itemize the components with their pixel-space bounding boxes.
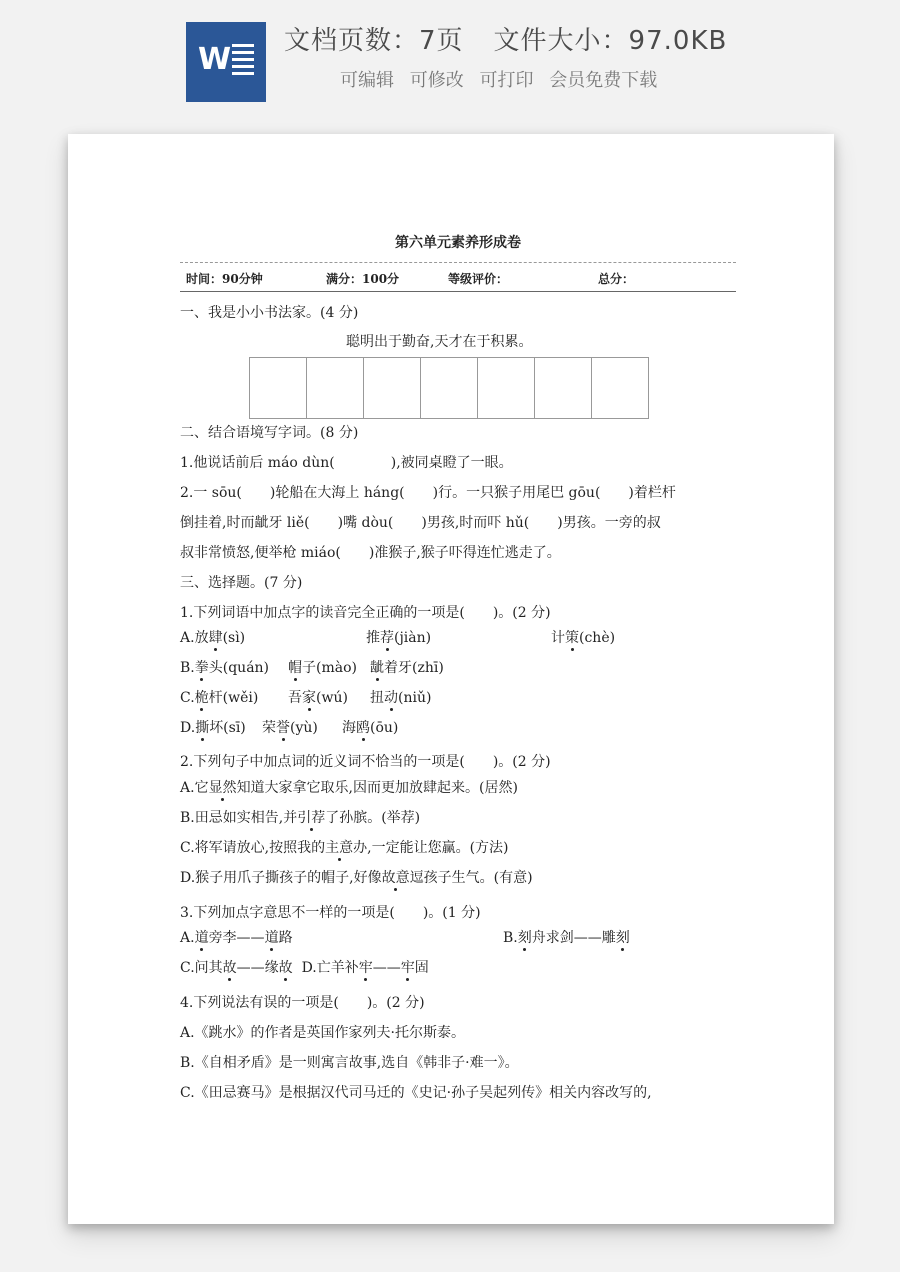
s2-q2-text: 叔非常愤怒,便举枪 miáo(: [180, 545, 341, 561]
s2-q2-text: )男孩。一旁的叔: [557, 515, 661, 531]
calligraphy-sentence: 聪明出于勤奋,天才在于积累。: [346, 334, 533, 350]
feature-printable: 可打印: [479, 70, 534, 91]
s2-q1: [180, 454, 513, 472]
s3-q3-option-c: C.问其故——缘故: [180, 960, 293, 976]
section-1-heading: 一、我是小小书法家。(4 分): [180, 305, 359, 321]
document-page: [68, 134, 834, 1224]
s2-q2-line2: [180, 514, 661, 532]
file-size: 文件大小：97.0KB: [493, 26, 728, 56]
meta-divider-bottom: [180, 291, 736, 292]
s3-q3-option-b: B.刻舟求剑——雕刻: [503, 930, 630, 946]
s2-q2-text: 倒挂着,时而龇牙 liě(: [180, 515, 310, 531]
meta-divider-top: [180, 262, 736, 263]
option-word: 帽子(mào): [288, 660, 357, 676]
option-word: D.撕坏(sī): [180, 720, 246, 736]
download-banner: [0, 0, 900, 120]
s2-q2-text: )男孩,时而吓 hǔ(: [421, 515, 530, 531]
word-document-icon: [186, 22, 266, 102]
s2-q2-text: )行。一只猴子用尾巴 gōu(: [432, 485, 601, 501]
word-icon-letter: W: [198, 42, 232, 77]
page-count: 文档页数：7页: [284, 26, 464, 56]
option-word: C.桅杆(wěi): [180, 690, 259, 706]
s3-q2-option-a: A.它显然知道大家拿它取乐,因而更加放肆起来。(居然): [180, 780, 518, 796]
s3-q4-option-b: B.《自相矛盾》是一则寓言故事,选自《韩非子·难一》。: [180, 1055, 519, 1071]
s3-q3-row-2: [180, 959, 429, 977]
option-word: 龇着牙(zhī): [370, 660, 444, 676]
meta-grade: 等级评价：: [448, 272, 509, 286]
feature-modifiable: 可修改: [409, 70, 464, 91]
s3-q3-option-a: A.道旁李——道路: [180, 930, 293, 946]
grid-cell[interactable]: [250, 358, 307, 418]
s3-q2-option-d: D.猴子用爪子撕孩子的帽子,好像故意逗孩子生气。(有意): [180, 870, 533, 886]
grid-cell[interactable]: [592, 358, 649, 418]
s3-q4-option-c: C.《田忌赛马》是根据汉代司马迁的《史记·孙子吴起列传》相关内容改写的,: [180, 1085, 652, 1101]
s2-q2-text: )着栏杆: [628, 485, 676, 501]
s2-q2-text: )准猴子,猴子吓得连忙逃走了。: [368, 545, 561, 561]
section-2-heading: 二、结合语境写字词。(8 分): [180, 425, 359, 441]
s3-q2-option-c: C.将军请放心,按照我的主意办,一定能让您赢。(方法): [180, 840, 509, 856]
word-icon-lines: [232, 44, 254, 79]
s2-q1-text-a: 1.他说话前后 máo dùn(: [180, 455, 335, 471]
option-word: 荣誉(yù): [262, 720, 318, 736]
option-word: B.拳头(quán): [180, 660, 270, 676]
option-word: 海鸥(ōu): [342, 720, 399, 736]
feature-list: [340, 66, 667, 92]
doc-title: 第六单元素养形成卷: [395, 235, 521, 251]
meta-total: 总分：: [598, 272, 635, 286]
s3-q2-stem: 2.下列句子中加点词的近义词不恰当的一项是( )。(2 分): [180, 754, 551, 770]
s3-q4-option-a: A.《跳水》的作者是英国作家列夫·托尔斯泰。: [180, 1025, 466, 1041]
feature-editable: 可编辑: [340, 70, 394, 91]
s2-q2-text: )嘴 dòu(: [337, 515, 394, 531]
grid-cell[interactable]: [364, 358, 421, 418]
grid-cell[interactable]: [307, 358, 364, 418]
s2-q1-text-b: ),被同桌瞪了一眼。: [390, 455, 513, 471]
s3-q3-option-d: D.亡羊补牢——牢固: [301, 960, 429, 976]
s2-q2-text: )轮船在大海上 háng(: [269, 485, 405, 501]
feature-member-download: 会员免费下载: [549, 70, 658, 91]
grid-cell[interactable]: [478, 358, 535, 418]
option-word: 吾家(wú): [288, 690, 348, 706]
section-3-heading: 三、选择题。(7 分): [180, 575, 303, 591]
grid-cell[interactable]: [535, 358, 592, 418]
s2-q2-text: 2.一 sōu(: [180, 485, 242, 501]
file-info-title: [284, 20, 727, 57]
s2-q2-line3: [180, 544, 561, 562]
meta-time: 时间：90分钟: [186, 272, 263, 286]
s3-q3-stem: 3.下列加点字意思不一样的一项是( )。(1 分): [180, 905, 481, 921]
grid-cell[interactable]: [421, 358, 478, 418]
option-word: A.放肆(sì): [180, 630, 246, 646]
writing-grid[interactable]: [249, 357, 649, 419]
s3-q2-option-b: B.田忌如实相告,并引荐了孙膑。(举荐): [180, 810, 421, 826]
meta-score: 满分：100分: [326, 272, 400, 286]
s3-q4-stem: 4.下列说法有误的一项是( )。(2 分): [180, 995, 425, 1011]
s3-q1-stem: 1.下列词语中加点字的读音完全正确的一项是( )。(2 分): [180, 605, 551, 621]
option-word: 扭动(niǔ): [370, 690, 432, 706]
s2-q2-line1: [180, 484, 676, 502]
option-word: 计策(chè): [551, 630, 616, 646]
option-word: 推荐(jiàn): [366, 630, 432, 646]
